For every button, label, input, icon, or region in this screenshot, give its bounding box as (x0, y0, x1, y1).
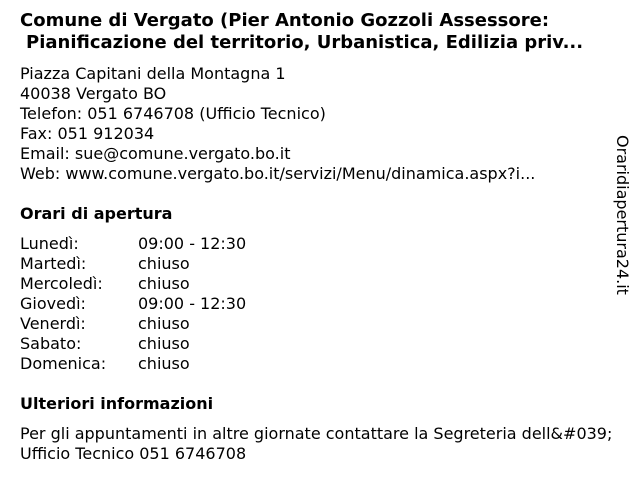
day-label: Giovedì: (20, 294, 86, 313)
fax-number: Fax: 051 912034 (20, 124, 155, 143)
day-hours: chiuso (138, 334, 190, 353)
day-hours: 09:00 - 12:30 (138, 234, 247, 253)
day-hours: chiuso (138, 254, 190, 273)
hours-row (20, 334, 246, 354)
title-line-2: Pianificazione del territorio, Urbanistica, Edilizia priv... (26, 32, 584, 53)
phone-number: Telefon: 051 6746708 (Ufficio Tecnico) (20, 104, 326, 123)
watermark-text: Oraridiapertura24.it (613, 135, 632, 295)
street-address: Piazza Capitani della Montagna 1 (20, 64, 286, 83)
day-label: Martedì: (20, 254, 87, 273)
day-label: Lunedì: (20, 234, 79, 253)
more-info-text: Per gli appuntamenti in altre giornate contattare la Segreteria dell&#039;Ufficio Tecnico 051 6746708 (20, 424, 613, 463)
address-block (20, 64, 535, 184)
hours-row (20, 274, 246, 294)
title-line-1: Comune di Vergato (Pier Antonio Gozzoli Assessore: (20, 10, 550, 31)
opening-hours-heading: Orari di apertura (20, 204, 173, 223)
hours-row (20, 314, 246, 334)
hours-row (20, 294, 246, 314)
hours-row (20, 234, 246, 254)
day-label: Mercoledì: (20, 274, 103, 293)
opening-hours-table (20, 234, 246, 374)
hours-row (20, 254, 246, 274)
day-label: Domenica: (20, 354, 107, 373)
day-label: Sabato: (20, 334, 82, 353)
hours-row (20, 354, 246, 374)
day-hours: chiuso (138, 354, 190, 373)
day-hours: chiuso (138, 274, 190, 293)
email-address: Email: sue@comune.vergato.bo.it (20, 144, 291, 163)
site-watermark (612, 135, 632, 310)
day-label: Venerdì: (20, 314, 86, 333)
page-title (20, 10, 620, 54)
web-address: Web: www.comune.vergato.bo.it/servizi/Menu/dinamica.aspx?i... (20, 164, 536, 183)
day-hours: 09:00 - 12:30 (138, 294, 247, 313)
day-hours: chiuso (138, 314, 190, 333)
city-address: 40038 Vergato BO (20, 84, 167, 103)
more-info-heading: Ulteriori informazioni (20, 394, 214, 413)
